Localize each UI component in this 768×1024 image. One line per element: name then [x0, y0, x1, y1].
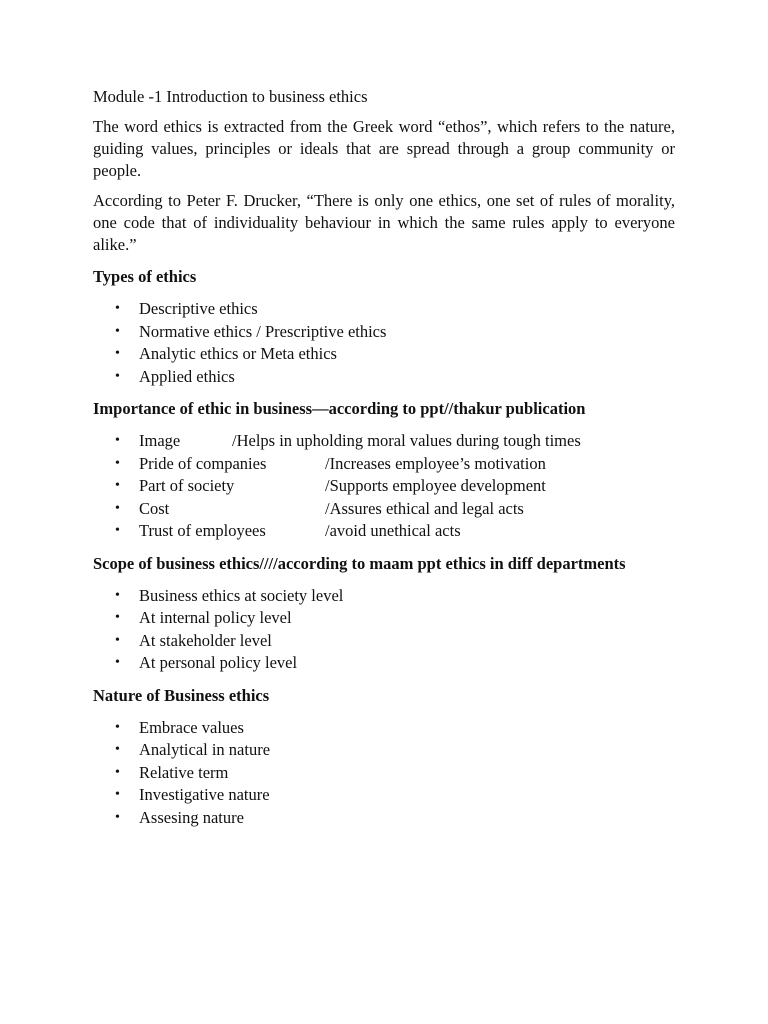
list-item	[93, 739, 675, 762]
heading-types-of-ethics: Types of ethics	[93, 267, 197, 286]
list-item	[93, 298, 675, 321]
list-item-description: /Helps in upholding moral values during tough times	[232, 431, 581, 450]
bullet-icon: •	[115, 478, 120, 493]
list-item-description: /Assures ethical and legal acts	[325, 498, 524, 518]
list-item-text: At stakeholder level	[139, 630, 272, 650]
bullet-icon: •	[115, 742, 120, 757]
list-item-label: Part of society	[139, 476, 235, 495]
heading-nature: Nature of Business ethics	[93, 685, 270, 705]
list-item-label: Image	[139, 431, 181, 450]
list-item-text: Embrace values	[139, 717, 244, 737]
list-item	[93, 784, 675, 807]
bullet-icon: •	[115, 610, 120, 625]
list-item	[93, 453, 675, 476]
bullet-icon: •	[115, 809, 120, 825]
list-item	[93, 520, 675, 543]
bullet-icon: •	[115, 632, 120, 648]
document-content	[93, 86, 675, 833]
list-item	[93, 807, 675, 830]
list-item	[93, 585, 675, 608]
list-item	[93, 717, 675, 740]
list-item-text: Assesing nature	[139, 807, 244, 827]
bullet-icon: •	[115, 587, 120, 603]
bullet-icon: •	[115, 787, 120, 802]
list-item-text: At personal policy level	[139, 653, 298, 672]
bullet-icon: •	[115, 764, 120, 780]
bullet-icon: •	[115, 346, 120, 361]
importance-list	[93, 430, 675, 543]
types-list	[93, 298, 675, 388]
list-item-text: Descriptive ethics	[139, 299, 258, 318]
list-item-text: Relative term	[139, 762, 229, 782]
document-title: Module -1 Introduction to business ethics	[93, 87, 368, 106]
list-item	[93, 498, 675, 521]
bullet-icon: •	[115, 301, 120, 316]
list-item	[93, 430, 675, 453]
list-item-description: /avoid unethical acts	[325, 521, 461, 540]
scope-list	[93, 585, 675, 675]
list-item	[93, 652, 675, 675]
nature-list	[93, 717, 675, 830]
list-item-text: Investigative nature	[139, 785, 270, 804]
list-item	[93, 366, 675, 389]
list-item-text: Business ethics at society level	[139, 585, 344, 605]
list-item-text: At internal policy level	[139, 608, 292, 627]
paragraph-ethos: The word ethics is extracted from the Greek word “ethos”, which refers to the nature, guiding values, principles or ideals that are spread through a group community or people.	[93, 117, 675, 180]
bullet-icon: •	[115, 433, 120, 448]
bullet-icon: •	[115, 500, 120, 516]
bullet-icon: •	[115, 719, 120, 735]
list-item	[93, 607, 675, 630]
list-item-text: Analytic ethics or Meta ethics	[139, 344, 337, 363]
heading-importance: Importance of ethic in business—according to ppt//thakur publication	[93, 399, 586, 418]
bullet-icon: •	[115, 523, 120, 538]
heading-scope: Scope of business ethics////according to maam ppt ethics in diff departments	[93, 553, 626, 573]
list-item-text: Analytical in nature	[139, 740, 271, 759]
list-item-label: Cost	[139, 498, 170, 518]
bullet-icon: •	[115, 323, 120, 339]
bullet-icon: •	[115, 455, 120, 471]
list-item	[93, 343, 675, 366]
list-item-text: Normative ethics / Prescriptive ethics	[139, 321, 387, 341]
bullet-icon: •	[115, 368, 120, 384]
list-item-label: Pride of companies	[139, 453, 267, 473]
list-item	[93, 321, 675, 344]
list-item-description: /Increases employee’s motivation	[325, 453, 546, 473]
paragraph-drucker-quote: According to Peter F. Drucker, “There is only one ethics, one set of rules of morality, one code that of individuality behaviour in which the same rules apply to everyone alike.”	[93, 191, 675, 254]
list-item	[93, 630, 675, 653]
list-item	[93, 762, 675, 785]
list-item-description: /Supports employee development	[325, 476, 546, 495]
list-item-text: Applied ethics	[139, 366, 235, 386]
list-item	[93, 475, 675, 498]
bullet-icon: •	[115, 655, 120, 670]
list-item-label: Trust of employees	[139, 521, 266, 540]
